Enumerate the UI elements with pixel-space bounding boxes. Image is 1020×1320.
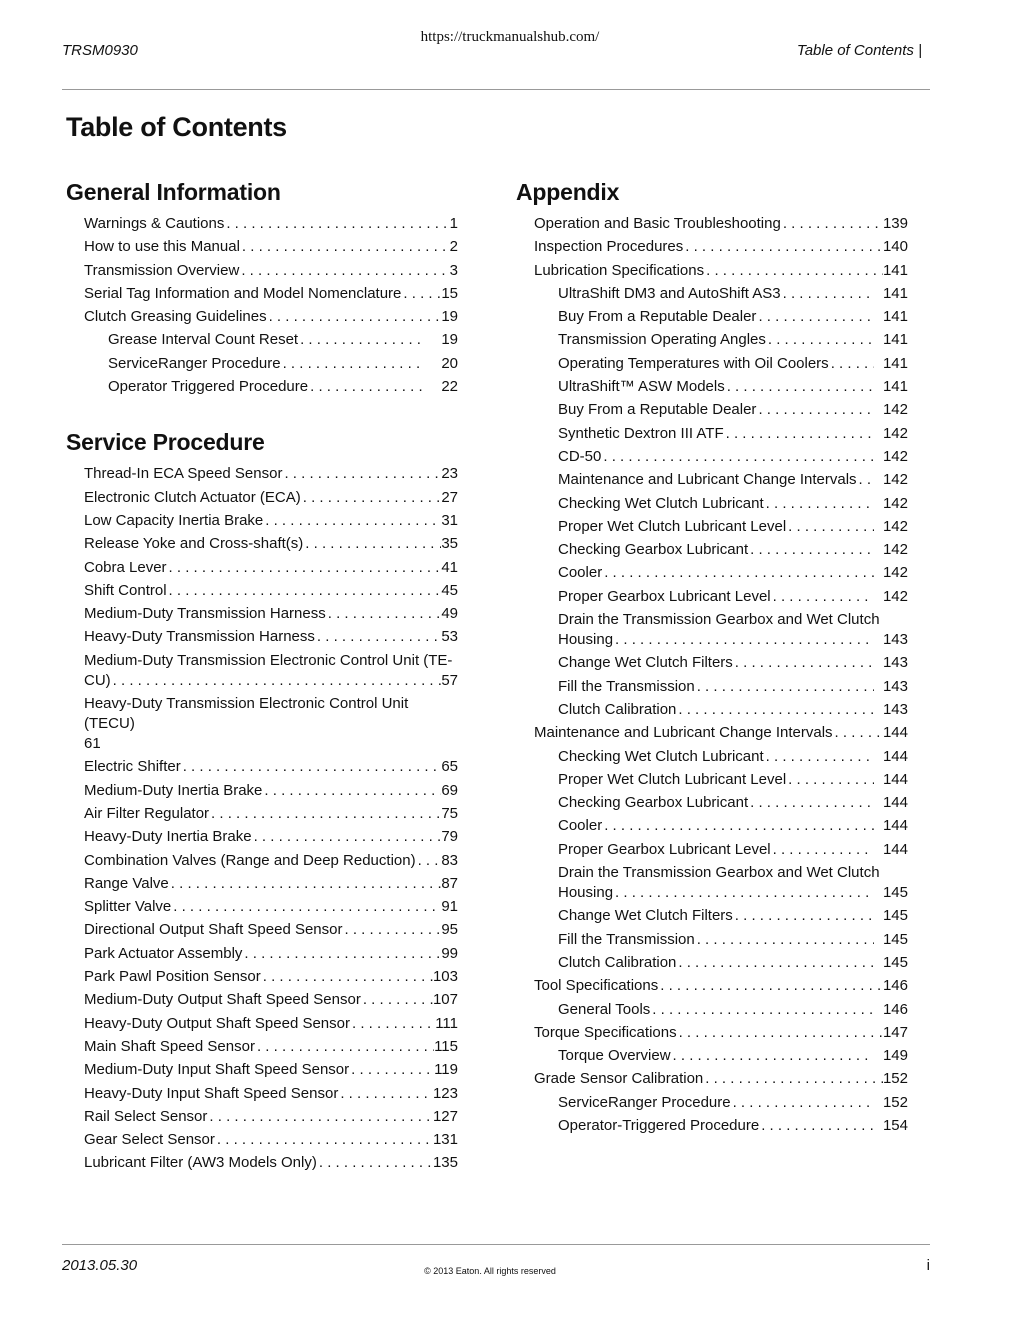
toc-entry-page: 142 [882,401,908,419]
toc-entry-title: Release Yoke and Cross-shaft(s) [84,535,304,553]
toc-entry-page: 141 [882,354,908,372]
toc-entry-title: Electric Shifter [84,758,181,776]
toc-entry[interactable] [66,1107,458,1127]
toc-entry-title: Checking Wet Clutch Lubricant [558,494,764,512]
toc-entry-page: 41 [441,558,458,576]
toc-subentry[interactable] [516,840,908,860]
toc-subentry[interactable] [516,1000,908,1020]
toc-entry[interactable] [66,284,458,304]
toc-entry-page: 83 [441,851,458,869]
toc-entry-page: 144 [882,794,908,812]
toc-subentry[interactable] [516,377,908,397]
toc-entry-title: Torque Overview [558,1047,671,1065]
toc-entry-page: 143 [882,631,908,649]
toc-entry-page: 144 [882,747,908,765]
toc-subentry[interactable] [516,587,908,607]
toc-right-column [516,178,908,1139]
toc-entry-page: 141 [882,308,908,326]
toc-subentry[interactable] [516,447,908,467]
toc-entry-title-continued: Housing [558,631,614,649]
toc-entry-page: 49 [441,605,458,623]
toc-entry-title: Medium-Duty Transmission Harness [84,605,326,623]
toc-entry[interactable] [66,651,458,691]
toc-entry[interactable] [66,511,458,531]
toc-entry[interactable] [66,967,458,987]
toc-entry-title: Proper Wet Clutch Lubricant Level [558,770,787,788]
toc-entry-title: ServiceRanger Procedure [558,1093,731,1111]
toc-entry[interactable] [66,627,458,647]
toc-entry-title: Transmission Operating Angles [558,331,766,349]
toc-entry[interactable] [66,464,458,484]
toc-entry[interactable] [66,990,458,1010]
toc-entry-title: Medium-Duty Output Shaft Speed Sensor [84,991,361,1009]
toc-entry-page: 53 [441,628,458,646]
toc-entry-page: 142 [882,541,908,559]
toc-entry-page: 91 [441,898,458,916]
toc-entry-title: Synthetic Dextron III ATF [558,424,724,442]
toc-entry[interactable] [66,827,458,847]
document-id: TRSM0930 [62,42,138,59]
toc-entry-page: 142 [882,447,908,465]
toc-entry[interactable] [66,558,458,578]
toc-entry-title: Operator Triggered Procedure [108,378,309,396]
toc-entry-page: 127 [432,1107,458,1125]
toc-entry[interactable] [66,757,458,777]
toc-entry-title: Operator-Triggered Procedure [558,1116,760,1134]
toc-entry-title: Main Shaft Speed Sensor [84,1037,255,1055]
toc-subentry[interactable] [516,400,908,420]
toc-entry-title-continued: Housing [558,884,614,902]
toc-entry-page: 31 [441,511,458,529]
toc-entry[interactable] [66,581,458,601]
toc-entry-page: 144 [882,840,908,858]
toc-entry-title: Heavy-Duty Transmission Electronic Control Unit (TECU) [84,695,409,733]
toc-entry-title: Shift Control [84,581,167,599]
toc-entry-title: Transmission Overview [84,261,240,279]
toc-entry[interactable] [66,920,458,940]
toc-entry-page: 123 [432,1084,458,1102]
toc-entry-page: 143 [882,654,908,672]
toc-entry-title: Proper Gearbox Lubricant Level [558,840,771,858]
toc-entry[interactable] [66,694,458,754]
toc-entry-page: 87 [441,874,458,892]
toc-entry-title: Thread-In ECA Speed Sensor [84,465,283,483]
toc-entry-page: 147 [882,1023,908,1041]
toc-entry-page: 142 [882,494,908,512]
toc-subentry[interactable] [516,330,908,350]
toc-entry-page: 2 [449,238,458,256]
toc-entry-title: General Tools [558,1000,651,1018]
toc-entry-title: Change Wet Clutch Filters [558,907,733,925]
toc-entry-page: 143 [882,700,908,718]
toc-entry-page: 57 [441,671,458,689]
toc-entry-title: UltraShift DM3 and AutoShift AS3 [558,284,781,302]
toc-entry-title: Checking Gearbox Lubricant [558,794,749,812]
toc-entry-title: Clutch Calibration [558,953,677,971]
revision-date: 2013.05.30 [62,1257,138,1274]
toc-subentry[interactable] [516,816,908,836]
toc-entry[interactable] [66,214,458,234]
toc-entry[interactable] [66,897,458,917]
toc-entry-page: 145 [882,884,908,902]
toc-entry[interactable] [516,976,908,996]
toc-entry-title: Heavy-Duty Input Shaft Speed Sensor [84,1084,339,1102]
toc-entry-page: 135 [432,1154,458,1172]
toc-entry[interactable] [66,781,458,801]
copyright-notice: © 2013 Eaton. All rights reserved [424,1266,556,1276]
toc-entry[interactable] [66,1130,458,1150]
toc-entry-page: 145 [882,907,908,925]
toc-entry[interactable] [516,1023,908,1043]
toc-entry-title: Electronic Clutch Actuator (ECA) [84,488,301,506]
source-url: https://truckmanualshub.com/ [420,29,600,45]
toc-entry-title: How to use this Manual [84,238,240,256]
toc-subentry[interactable] [516,793,908,813]
toc-entry-title: UltraShift™ ASW Models [558,378,725,396]
toc-entry-title: Cobra Lever [84,558,167,576]
toc-entry-title: Directional Output Shaft Speed Sensor [84,921,343,939]
toc-entry-page: 145 [882,953,908,971]
toc-entry-page: 141 [882,284,908,302]
toc-subentry[interactable] [66,330,458,350]
toc-entry-title: Lubricant Filter (AW3 Models Only) [84,1154,317,1172]
toc-entry-page: 142 [882,424,908,442]
toc-subentry[interactable] [516,307,908,327]
toc-entry[interactable] [66,307,458,327]
toc-entry-title: Warnings & Cautions [84,215,225,232]
toc-entry-page: 140 [882,238,908,256]
toc-entry-title: Park Actuator Assembly [84,944,243,962]
toc-subentry[interactable] [516,653,908,673]
toc-entry[interactable] [66,1014,458,1034]
toc-entry-page: 22 [441,378,458,396]
toc-entry-title: Inspection Procedures [534,238,684,256]
toc-entry-page: 119 [434,1061,458,1079]
toc-entry[interactable] [66,534,458,554]
toc-entry-title: Heavy-Duty Output Shaft Speed Sensor [84,1014,350,1032]
toc-subentry[interactable] [66,354,458,374]
toc-entry-title: Grade Sensor Calibration [534,1070,704,1088]
toc-entry-title: Gear Select Sensor [84,1131,215,1149]
toc-entry-page: 142 [882,587,908,605]
toc-entry-title: Heavy-Duty Inertia Brake [84,828,252,846]
toc-entry[interactable] [66,874,458,894]
toc-entry-page: 111 [435,1014,458,1032]
toc-entry[interactable] [66,261,458,281]
toc-subentry[interactable] [516,677,908,697]
toc-entry[interactable] [66,851,458,871]
toc-subentry[interactable] [516,1116,908,1136]
toc-entry[interactable] [516,214,908,234]
running-header-section: Table of Contents | [796,42,922,59]
header-divider [62,89,930,90]
toc-entry[interactable] [66,944,458,964]
toc-entry-page: 35 [441,535,458,553]
toc-entry-page: 79 [441,828,458,846]
toc-entry-page: 142 [882,517,908,535]
toc-entry-page: 152 [882,1070,908,1088]
section-heading-service-procedure: Service Procedure [66,429,265,456]
toc-subentry[interactable] [516,354,908,374]
toc-subentry[interactable] [66,377,458,397]
toc-entry-page: 3 [449,261,458,279]
toc-subentry[interactable] [516,906,908,926]
toc-entry-page: 65 [441,758,458,776]
toc-entry-title: Drain the Transmission Gearbox and Wet Clutch [558,864,880,882]
toc-entry-page: 139 [882,215,908,232]
toc-entry-page: 141 [882,331,908,349]
toc-entry-page: 146 [882,1000,908,1018]
toc-entry-title: Grease Interval Count Reset [108,331,299,349]
toc-entry-page: 19 [441,308,458,326]
toc-subentry[interactable] [516,494,908,514]
footer-divider [62,1244,930,1245]
toc-entry-page: 149 [882,1047,908,1065]
toc-subentry[interactable] [516,1046,908,1066]
section-heading-general-information: General Information [66,179,281,205]
toc-entry-page: 152 [882,1093,908,1111]
toc-entry-title: Serial Tag Information and Model Nomenclature [84,284,402,302]
toc-entry-page: 142 [882,471,908,489]
toc-entry-page: 23 [441,465,458,483]
toc-entry-title: Medium-Duty Inertia Brake [84,781,263,799]
toc-subentry[interactable] [516,540,908,560]
toc-entry-title: Checking Gearbox Lubricant [558,541,749,559]
toc-entry-title: Maintenance and Lubricant Change Intervals [558,471,857,489]
toc-entry[interactable] [516,237,908,257]
toc-entry-title-continued: CU) [84,671,111,689]
toc-entry-title: Change Wet Clutch Filters [558,654,733,672]
page-title: Table of Contents [66,112,287,142]
toc-entry-title: Checking Wet Clutch Lubricant [558,747,764,765]
toc-entry-title: Air Filter Regulator [84,804,210,822]
toc-entry-page: 141 [882,261,908,279]
toc-entry[interactable] [516,1069,908,1089]
toc-entry-page: 95 [441,921,458,939]
toc-entry-title: Splitter Valve [84,898,172,916]
toc-entry[interactable] [66,1037,458,1057]
toc-entry-page: 144 [882,724,908,742]
toc-entry-page: 144 [882,770,908,788]
toc-entry-title: ServiceRanger Procedure [108,354,281,372]
toc-entry[interactable] [66,1060,458,1080]
toc-entry-page: 146 [882,977,908,995]
toc-subentry[interactable] [516,284,908,304]
toc-subentry[interactable] [516,953,908,973]
toc-entry-page: 20 [441,354,458,372]
toc-left-column [66,178,458,1177]
toc-entry-page: 144 [882,817,908,835]
toc-entry-title: Buy From a Reputable Dealer [558,401,757,419]
toc-entry-title: Proper Wet Clutch Lubricant Level [558,517,787,535]
toc-entry-page: 45 [441,581,458,599]
toc-entry-title: Combination Valves (Range and Deep Reduction) [84,851,416,869]
toc-entry-page: 15 [441,284,458,302]
toc-subentry[interactable] [516,517,908,537]
toc-entry-title: Heavy-Duty Transmission Harness [84,628,315,646]
toc-subentry[interactable] [516,1093,908,1113]
toc-entry[interactable] [516,723,908,743]
toc-entry-page: 99 [441,944,458,962]
toc-subentry[interactable] [516,747,908,767]
toc-entry-page: 1 [449,215,458,232]
toc-entry-title: Operation and Basic Troubleshooting [534,215,781,232]
toc-subentry[interactable] [516,930,908,950]
toc-entry-page: 115 [434,1037,458,1055]
appendix-entries [516,214,908,1136]
toc-entry-page: 19 [441,331,458,349]
toc-entry[interactable] [66,1084,458,1104]
toc-entry-page: 143 [882,677,908,695]
toc-entry-title: Cooler [558,817,603,835]
toc-entry-title: Clutch Calibration [558,700,677,718]
toc-entry-title: Rail Select Sensor [84,1107,208,1125]
general-information-entries [66,214,458,397]
toc-subentry[interactable] [516,770,908,790]
toc-entry-title: Medium-Duty Input Shaft Speed Sensor [84,1061,350,1079]
toc-entry-title: CD-50 [558,447,602,465]
toc-entry-page: 69 [441,781,458,799]
toc-entry-title: Low Capacity Inertia Brake [84,511,264,529]
toc-entry-title: Operating Temperatures with Oil Coolers [558,354,829,372]
toc-entry-title: Torque Specifications [534,1023,677,1041]
toc-subentry[interactable] [516,563,908,583]
toc-entry-title: Buy From a Reputable Dealer [558,308,757,326]
section-heading-appendix: Appendix [516,179,620,205]
toc-entry-title: Park Pawl Position Sensor [84,968,261,986]
toc-subentry[interactable] [516,863,908,903]
toc-entry[interactable] [66,1153,458,1173]
toc-entry-title: Maintenance and Lubricant Change Intervals [534,724,833,742]
toc-entry-title: Lubrication Specifications [534,261,705,279]
toc-entry[interactable] [66,804,458,824]
toc-entry-title: Medium-Duty Transmission Electronic Control Unit (TE- [84,651,453,669]
toc-entry-page: 142 [882,564,908,582]
toc-entry-page: 61 [84,735,101,753]
page-number: i [926,1257,930,1274]
toc-entry-page: 27 [441,488,458,506]
toc-entry-title: Tool Specifications [534,977,659,995]
toc-entry-title: Fill the Transmission [558,930,695,948]
service-procedure-entries [66,464,458,1173]
toc-entry-page: 145 [882,930,908,948]
toc-entry-page: 141 [882,378,908,396]
toc-entry-page: 154 [882,1116,908,1134]
toc-entry-page: 131 [432,1131,458,1149]
toc-entry-title: Clutch Greasing Guidelines [84,308,267,326]
toc-subentry[interactable] [516,470,908,490]
toc-entry[interactable] [66,604,458,624]
toc-subentry[interactable] [516,610,908,650]
toc-subentry[interactable] [516,700,908,720]
toc-entry-page: 75 [441,804,458,822]
toc-entry[interactable] [516,261,908,281]
toc-entry-title: Drain the Transmission Gearbox and Wet Clutch [558,611,880,629]
toc-entry[interactable] [66,237,458,257]
toc-entry-title: Fill the Transmission [558,677,695,695]
toc-subentry[interactable] [516,424,908,444]
toc-entry-page: 103 [432,968,458,986]
toc-entry-page: 107 [432,991,458,1009]
toc-entry-title: Proper Gearbox Lubricant Level [558,587,771,605]
toc-entry-title: Range Valve [84,874,169,892]
toc-entry-title: Cooler [558,564,603,582]
toc-entry[interactable] [66,488,458,508]
